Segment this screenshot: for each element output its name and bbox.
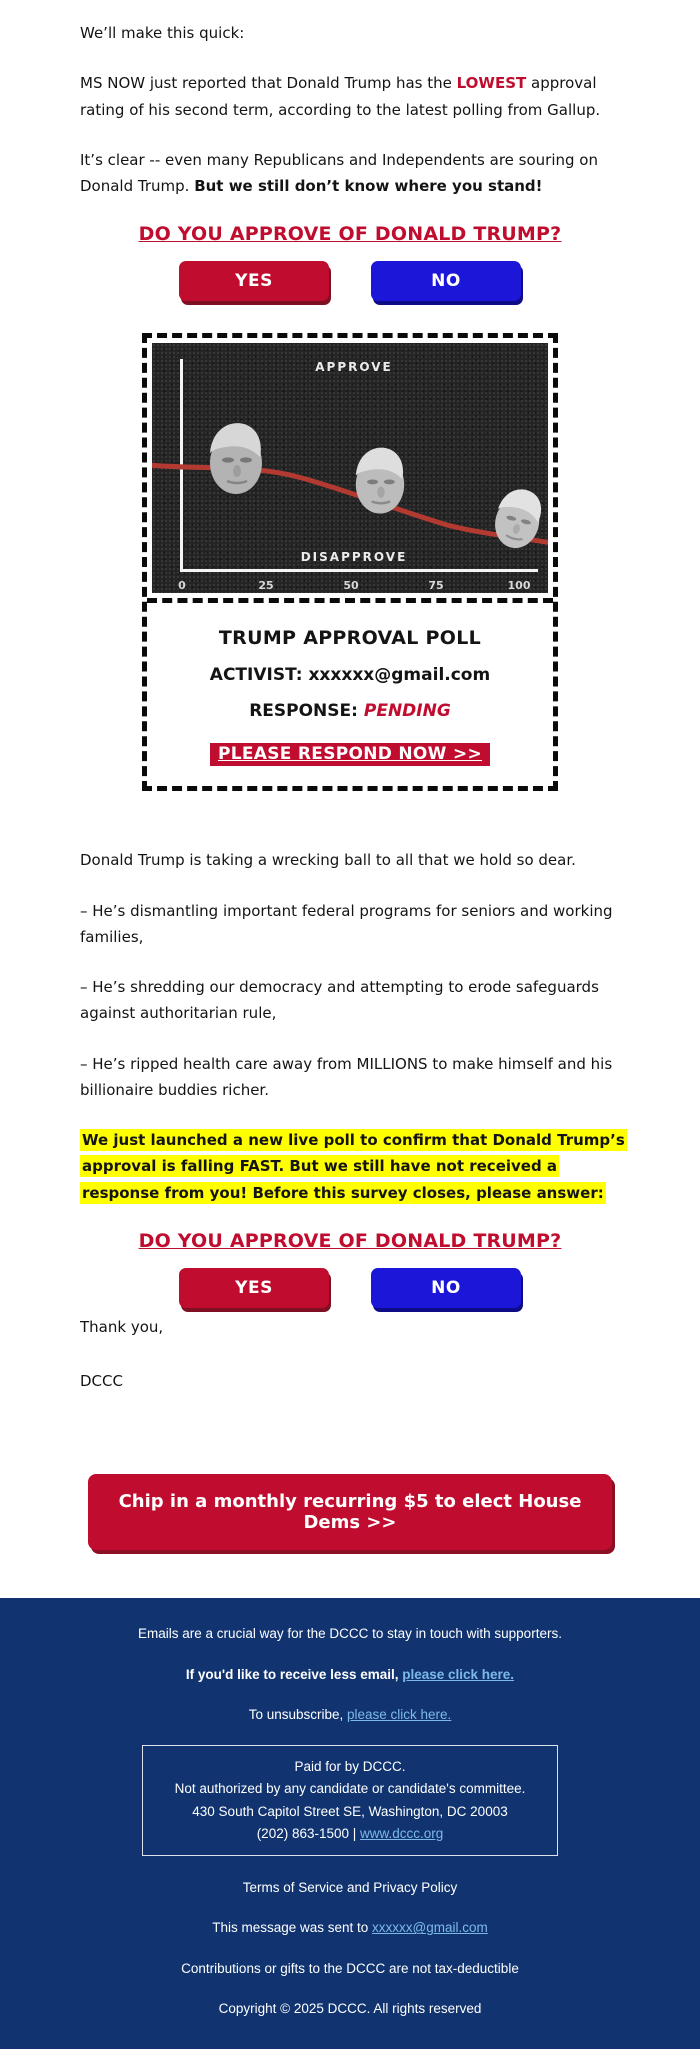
sent-to-line (0, 1918, 700, 1938)
thank-you-line: Thank you, (80, 1317, 164, 1336)
unsubscribe-text: To unsubscribe, (248, 1706, 347, 1722)
wrecking-ball-paragraph: Donald Trump is taking a wrecking ball to all that we hold so dear. (80, 851, 576, 870)
no-button-1[interactable]: NO (371, 261, 521, 301)
phone-number: (202) 863-1500 | (256, 1825, 361, 1841)
report-pre: MS NOW just reported that Donald Trump has the (80, 74, 457, 93)
less-email-line (0, 1665, 700, 1685)
dccc-signature: DCCC (80, 1372, 123, 1390)
tax-deductible-line: Contributions or gifts to the DCCC are not tax-deductible (181, 1960, 519, 1976)
approval-chart-svg (152, 343, 548, 593)
chart-disapprove-label: DISAPPROVE (300, 550, 408, 565)
response-label: RESPONSE: (249, 701, 364, 722)
dccc-site-link[interactable]: www.dccc.org (360, 1825, 444, 1841)
response-pending-value: PENDING (363, 701, 451, 722)
urgent-highlighted-text: We just launched a new live poll to confirm that Donald Trump’s approval is falling FAST. But we still have not received a response from you! Before this survey closes, please answer: (82, 1131, 625, 1202)
chart-tick-75: 75 (428, 579, 444, 593)
chart-x-axis (180, 569, 538, 572)
where-you-stand-bold: But we still don’t know where you stand! (194, 177, 543, 195)
trump-head-2-image (356, 448, 404, 514)
chart-tick-100: 100 (507, 579, 531, 593)
bullet-dismantling: – He’s dismantling important federal programs for seniors and working families, (80, 901, 613, 946)
chart-tick-50: 50 (343, 579, 359, 593)
address-line: 430 South Capitol Street SE, Washington, DC 20003 (192, 1803, 508, 1819)
bullet-healthcare: – He’s ripped health care away from MILLIONS to make himself and his billionaire buddies richer. (80, 1054, 613, 1099)
activist-line (155, 665, 545, 685)
lowest-emphasis: LOWEST (456, 74, 527, 93)
chart-tick-0: 0 (178, 579, 186, 593)
approval-trend-line (152, 465, 548, 543)
phone-site-line (151, 1823, 549, 1845)
not-authorized-line: Not authorized by any candidate or candidate's committee. (174, 1781, 526, 1797)
yes-button-2[interactable]: YES (179, 1268, 329, 1308)
sent-to-email-link[interactable]: xxxxxx@gmail.com (372, 1920, 488, 1936)
chart-tick-25: 25 (258, 579, 274, 593)
report-post: approval rating of his second term, according to the latest polling from Gallup. (80, 74, 601, 119)
email-footer (0, 1598, 700, 2049)
paid-for-box (142, 1745, 558, 1856)
paid-for-line: Paid for by DCCC. (294, 1759, 406, 1774)
email-body-top (0, 0, 700, 199)
footer-intro-line: Emails are a crucial way for the DCCC to stay in touch with supporters. (138, 1626, 562, 1642)
yes-button-1[interactable]: YES (179, 261, 329, 301)
terms-privacy-link[interactable]: Terms of Service and Privacy Policy (242, 1880, 458, 1896)
poll-question-link-2[interactable]: DO YOU APPROVE OF DONALD TRUMP? (138, 1229, 562, 1252)
less-email-link[interactable]: please click here. (402, 1666, 515, 1682)
activist-label: ACTIVIST: (209, 665, 309, 686)
no-button-2[interactable]: NO (371, 1268, 521, 1308)
urgent-paragraph (80, 1127, 638, 1206)
trump-head-1-image (210, 423, 262, 494)
sent-to-text: This message was sent to (212, 1920, 373, 1936)
intro-paragraph: We’ll make this quick: (80, 24, 245, 42)
chart-approve-label: APPROVE (315, 360, 393, 375)
poll-question-link-1[interactable]: DO YOU APPROVE OF DONALD TRUMP? (138, 223, 562, 246)
unsubscribe-link[interactable]: please click here. (347, 1706, 452, 1722)
chip-in-donate-button[interactable]: Chip in a monthly recurring $5 to elect House Dems >> (88, 1474, 612, 1550)
approval-chart-image (152, 343, 548, 593)
less-email-text: If you'd like to receive less email, (185, 1666, 403, 1682)
souring-paragraph (80, 147, 638, 200)
email-body-mid (0, 821, 700, 1206)
response-line (155, 701, 545, 721)
poll-buttons-row-1 (0, 261, 700, 301)
bullet-shredding: – He’s shredding our democracy and attempting to erode safeguards against authoritarian rule, (80, 978, 599, 1023)
please-respond-link[interactable]: PLEASE RESPOND NOW >> (210, 743, 490, 766)
activist-email: xxxxxx@gmail.com (308, 665, 491, 686)
souring-pre: It’s clear -- even many Republicans and Independents are souring on Donald Trump. (80, 150, 598, 195)
poll-buttons-row-2 (0, 1268, 700, 1308)
poll-dashed-container (142, 333, 558, 791)
unsubscribe-line (0, 1705, 700, 1725)
poll-status-title: TRUMP APPROVAL POLL (218, 627, 482, 650)
report-paragraph (80, 70, 638, 123)
copyright-line: Copyright © 2025 DCCC. All rights reserved (218, 2000, 482, 2016)
signoff-block (0, 1314, 700, 1395)
poll-status-panel (147, 598, 553, 786)
